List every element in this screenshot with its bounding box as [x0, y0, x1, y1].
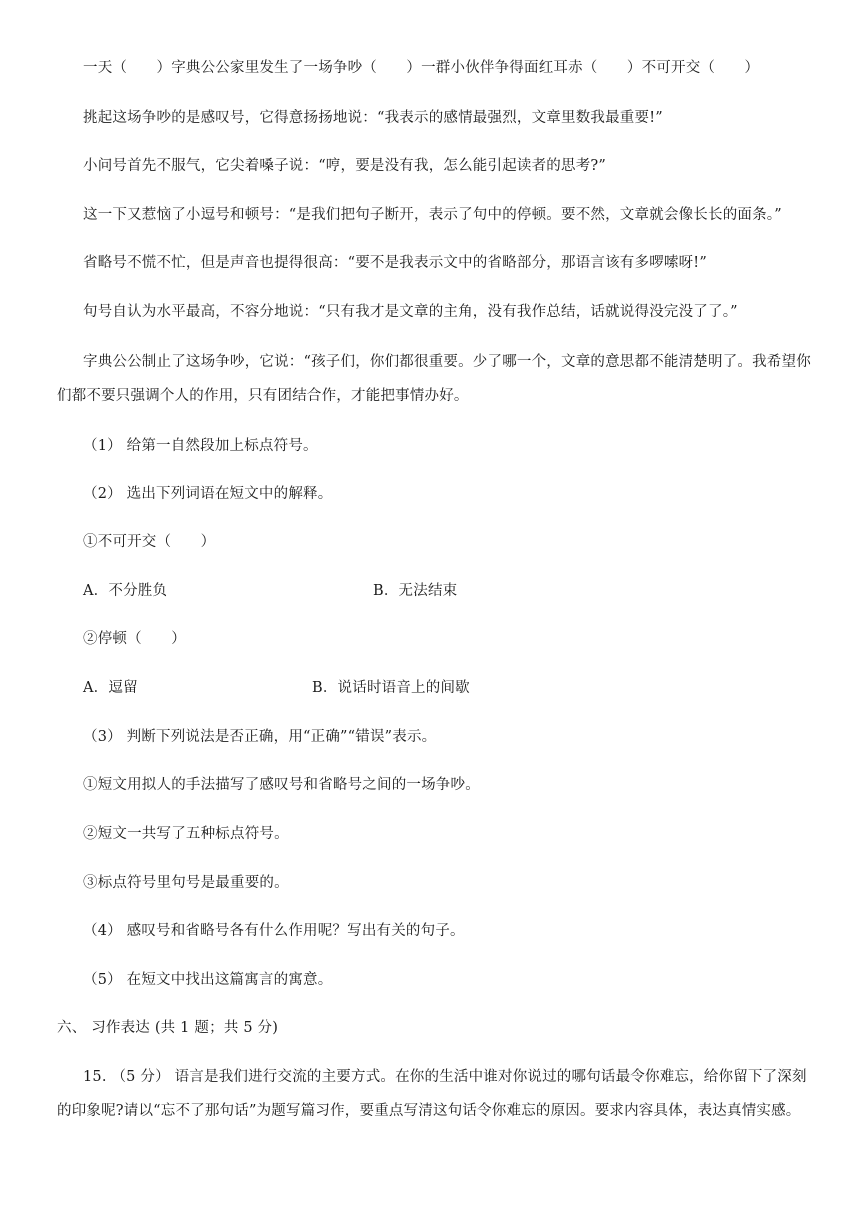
story-paragraph-4: 这一下又惹恼了小逗号和顿号：“是我们把句子断开，表示了句中的停顿。要不然，文章就会像长长的面条。”: [83, 207, 782, 223]
question-5: （5） 在短文中找出这篇寓言的寓意。: [83, 972, 333, 988]
story-paragraph-3: 小问号首先不服气，它尖着嗓子说：“哼，要是没有我，怎么能引起读者的思考?”: [83, 158, 606, 174]
question-3-statement-1: ①短文用拟人的手法描写了感叹号和省略号之间的一场争吵。: [83, 777, 480, 793]
story-paragraph-1: 一天（ ）字典公公家里发生了一场争吵（ ）一群小伙伴争得面红耳赤（ ）不可开交（ ）: [83, 60, 760, 76]
question-2a-option-b: B．无法结束: [373, 583, 458, 599]
question-3-statement-3: ③标点符号里句号是最重要的。: [83, 875, 289, 891]
question-4: （4） 感叹号和省略号各有什么作用呢？写出有关的句子。: [83, 923, 465, 939]
story-paragraph-5: 省略号不慌不忙，但是声音也提得很高：“要不是我表示文中的省略部分，那语言该有多啰嗦呀!”: [83, 255, 707, 271]
question-3-statement-2: ②短文一共写了五种标点符号。: [83, 826, 289, 842]
question-2: （2） 选出下列词语在短文中的解释。: [83, 486, 333, 502]
question-3: （3） 判断下列说法是否正确，用“正确”“错误”表示。: [83, 729, 437, 745]
section-6-heading: 六、 习作表达 (共 1 题；共 5 分): [57, 1020, 279, 1036]
story-paragraph-7: 字典公公制止了这场争吵，它说：“孩子们，你们都很重要。少了哪一个，文章的意思都不能清楚明了。我希望你们都不要只强调个人的作用，只有团结合作，才能把事情办好。: [57, 354, 811, 404]
question-2b-option-b: B．说话时语音上的间歇: [312, 680, 470, 696]
question-2a-stem: ①不可开交（ ）: [83, 534, 216, 550]
question-15: 15. （5 分） 语言是我们进行交流的主要方式。在你的生活中谁对你说过的哪句话最令你难忘，给你留下了深刻的印象呢?请以“忘不了那句话”为题写篇习作，要重点写清这句话令你难忘的原因。要求内容具体，表达真情实感。: [57, 1069, 807, 1119]
question-2b-stem: ②停顿（ ）: [83, 631, 186, 647]
story-paragraph-6: 句号自认为水平最高，不容分地说：“只有我才是文章的主角，没有我作总结，话就说得没完没了了。”: [83, 304, 738, 320]
question-1: （1） 给第一自然段加上标点符号。: [83, 438, 318, 454]
question-2b-option-a: A．逗留: [83, 680, 138, 696]
question-2a-option-a: A．不分胜负: [83, 583, 168, 599]
story-paragraph-2: 挑起这场争吵的是感叹号，它得意扬扬地说：“我表示的感情最强烈，文章里数我最重要!”: [83, 110, 663, 126]
